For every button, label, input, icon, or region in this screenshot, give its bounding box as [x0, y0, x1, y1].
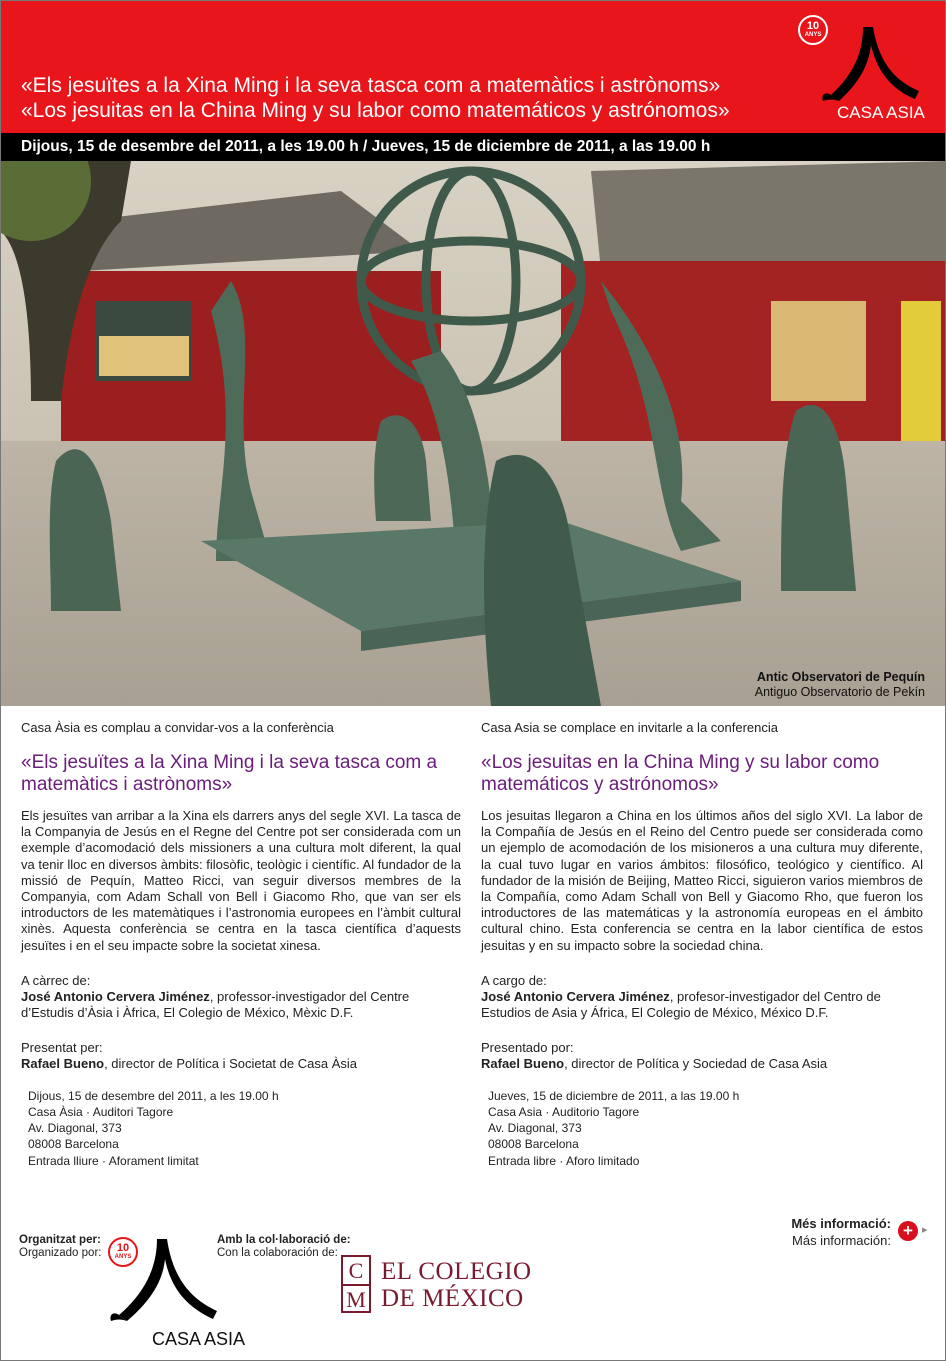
- venue-block: [488, 1088, 923, 1169]
- speaker-label: A cargo de:: [481, 972, 547, 988]
- speaker-line: [481, 989, 923, 1021]
- description-text: Els jesuïtes van arribar a la Xina els darrers anys del segle XVI. La tasca de la Companyia de Jesús en el Regne del Centre pot ser considerada com un exemple d’acomodació dels missioners a una cultura molt diferent, la qual va tenir lloc en diversos àmbits: filosòfic, teològic i científic. Al fundador de la missió de Pequín, Matteo Ricci, van seguir diversos membres de la Companyia, com Adam Schall von Bell i Giacomo Rho, que van ser els introductors de les matemàtiques i l’astronomia europees en l’àmbit cultural xinès. Aquesta conferència se centra en la tasca científica d’aquests jesuïtes i en el seu impacte sobre la societat xinesa.: [21, 808, 461, 953]
- venue-place: Casa Asia · Auditorio Tagore: [488, 1105, 640, 1120]
- organizer-label-es: Organizado por:: [19, 1247, 102, 1259]
- speaker-role: , professor-investigador del Centre d’Estudis d’Àsia i Àfrica, El Colegio de México, Mèxic D.F.: [21, 988, 410, 1020]
- collaboration-label-ca: Amb la col·laboració de:: [217, 1234, 351, 1246]
- presenter-role: , director de Política i Societat de Casa Àsia: [104, 1055, 357, 1071]
- venue-place: Casa Àsia · Auditori Tagore: [28, 1105, 174, 1120]
- venue-block: [28, 1088, 461, 1169]
- intro-text: Casa Asia se complace en invitarle a la conferencia: [481, 720, 778, 735]
- more-info-ca: Més informació:: [791, 1216, 891, 1231]
- presenter-name: Rafael Bueno: [481, 1055, 565, 1071]
- ten-years-badge: 10 ANYS: [798, 15, 828, 45]
- venue-street: Av. Diagonal, 373: [28, 1121, 122, 1136]
- title-catalan: «Els jesuïtes a la Xina Ming i la seva tasca com a matemàtics i astrònoms»: [21, 74, 721, 97]
- date-bar: Dijous, 15 de desembre del 2011, a les 19.00 h / Jueves, 15 de diciembre de 2011, a las 19.00 h: [1, 133, 945, 161]
- catalan-column: [21, 720, 461, 1169]
- description-text: Los jesuitas llegaron a China en los últimos años del siglo XVI. La labor de la Compañía de Jesús en el Reino del Centro puede ser considerada como un ejemplo de acomodación de los misioneros a una cultura muy diferente, la cual tuvo lugar en varios ámbitos: filosófico, teológico y científico. Al fundador de la misión de Beijing, Matteo Ricci, siguieron varios miembros de la Compañía, como Adam Schall von Bell y Giacomo Rho, que fueron los introductores de las matemáticas y la astronomía europeas en el ámbito cultural chino. Esta conferencia se centra en la labor científica de estos jesuitas y en su impacto sobre la sociedad china.: [481, 808, 923, 953]
- conference-title: «Els jesuïtes a la Xina Ming i la seva tasca com a matemàtics i astrònoms»: [21, 752, 438, 795]
- intro-text: Casa Àsia es complau a convidar-vos a la conferència: [21, 720, 334, 735]
- caption-spanish: Antiguo Observatorio de Pekín: [754, 685, 925, 699]
- presenter-label: Presentat per:: [21, 1039, 103, 1055]
- logo-name: CASA ASIA: [152, 1329, 246, 1349]
- organizer-label: [19, 1234, 101, 1260]
- casa-asia-logo-header[interactable]: [793, 11, 933, 126]
- header-banner: [1, 1, 945, 133]
- more-info-es: Más información:: [792, 1233, 891, 1248]
- speaker-name: José Antonio Cervera Jiménez: [481, 988, 670, 1004]
- venue-date: Dijous, 15 de desembre del 2011, a les 19.00 h: [28, 1088, 279, 1103]
- speaker-role: , profesor-investigador del Centro de Estudios de Asia y África, El Colegio de México, México D.F.: [481, 988, 881, 1020]
- observatory-photo: [1, 161, 945, 706]
- colmex-name: EL COLEGIO DE MÉXICO: [381, 1258, 532, 1312]
- ten-years-badge: 10 ANYS: [108, 1237, 138, 1267]
- venue-entry: Entrada libre · Aforo limitado: [488, 1153, 640, 1168]
- presenter-role: , director de Política y Sociedad de Casa Asia: [564, 1055, 828, 1071]
- presenter-label: Presentado por:: [481, 1039, 574, 1055]
- speaker-name: José Antonio Cervera Jiménez: [21, 988, 210, 1004]
- armillary-sphere-image: [1, 161, 945, 706]
- speaker-label: A càrrec de:: [21, 972, 91, 988]
- venue-entry: Entrada lliure · Aforament limitat: [28, 1153, 199, 1168]
- logo-name: CASA ASIA: [837, 103, 925, 122]
- more-info-arrow-icon[interactable]: ▸: [922, 1224, 928, 1236]
- conference-title: «Los jesuitas en la China Ming y su labor como matemáticos y astrónomos»: [481, 752, 880, 795]
- venue-date: Jueves, 15 de diciembre de 2011, a las 19.00 h: [488, 1088, 740, 1103]
- colmex-monogram: C M: [341, 1255, 371, 1313]
- presenter-name: Rafael Bueno: [21, 1055, 105, 1071]
- venue-street: Av. Diagonal, 373: [488, 1121, 582, 1136]
- photo-caption: [755, 670, 925, 700]
- organizer-label-ca: Organitzat per:: [19, 1234, 101, 1246]
- more-info-label: [791, 1215, 891, 1249]
- title-spanish: «Los jesuitas en la China Ming y su labor como matemáticos y astrónomos»: [21, 99, 730, 122]
- caption-catalan: Antic Observatori de Pequín: [756, 670, 925, 684]
- venue-city: 08008 Barcelona: [28, 1137, 119, 1152]
- presenter-line: [21, 1056, 461, 1072]
- speaker-line: [21, 989, 461, 1021]
- collaboration-label: [217, 1234, 351, 1260]
- collaboration-label-es: Con la colaboración de:: [217, 1247, 338, 1259]
- more-info-plus-icon[interactable]: +: [898, 1221, 918, 1241]
- spanish-column: [481, 720, 923, 1169]
- presenter-line: [481, 1056, 923, 1072]
- venue-city: 08008 Barcelona: [488, 1137, 579, 1152]
